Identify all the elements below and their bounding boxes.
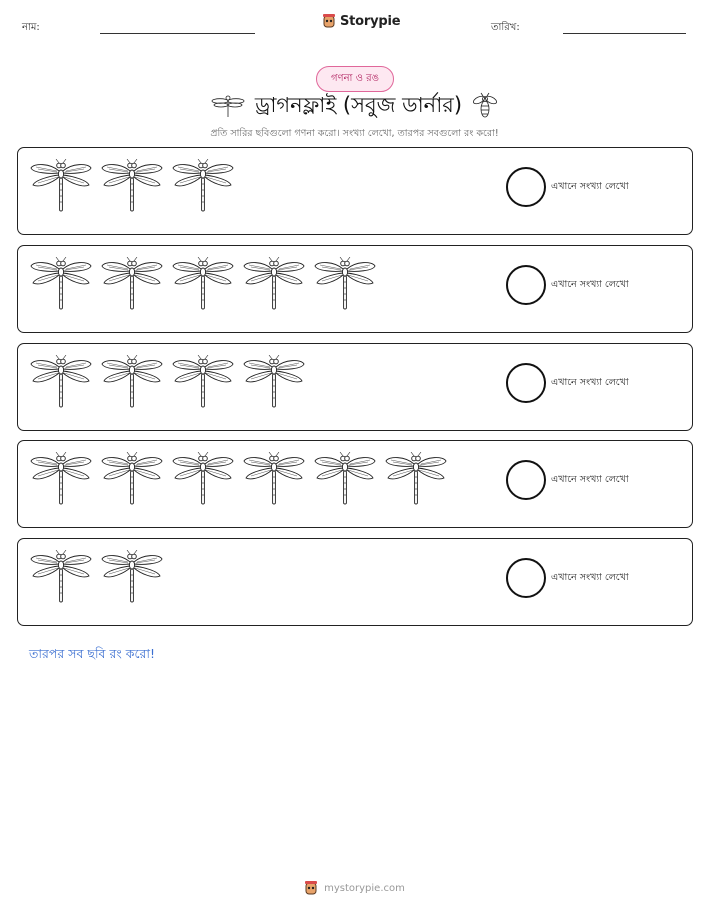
answer-label: এখানে সংখ্যা লেখো (551, 572, 629, 583)
answer-circle[interactable] (506, 265, 546, 305)
category-badge: গণনা ও রঙ (316, 66, 394, 92)
dragonfly-picture (30, 159, 92, 213)
footer-note: তারপর সব ছবি রং করো! (29, 646, 155, 661)
storypie-mascot-icon (304, 880, 318, 896)
bee-icon (472, 92, 498, 120)
count-row-3 (17, 343, 693, 431)
brand-logo (322, 13, 400, 29)
dragonfly-picture (172, 159, 234, 213)
answer-circle[interactable] (506, 167, 546, 207)
dragonfly-group (30, 550, 163, 604)
count-row-1 (17, 147, 693, 235)
dragonfly-picture (243, 452, 305, 506)
dragonfly-picture (101, 355, 163, 409)
footer-url: mystorypie.com (324, 882, 405, 894)
dragonfly-group (30, 159, 234, 213)
dragonfly-picture (314, 452, 376, 506)
count-row-5 (17, 538, 693, 626)
date-label: তারিখ: (491, 22, 520, 33)
answer-label: এখানে সংখ্যা লেখো (551, 181, 629, 192)
dragonfly-icon (211, 94, 245, 118)
dragonfly-picture (385, 452, 447, 506)
dragonfly-group (30, 257, 376, 311)
dragonfly-group (30, 452, 447, 506)
answer-label: এখানে সংখ্যা লেখো (551, 474, 629, 485)
dragonfly-group (30, 355, 305, 409)
date-line (563, 33, 686, 34)
name-label: নাম: (22, 22, 40, 33)
dragonfly-picture (30, 452, 92, 506)
answer-label: এখানে সংখ্যা লেখো (551, 279, 629, 290)
dragonfly-picture (101, 550, 163, 604)
dragonfly-picture (172, 355, 234, 409)
dragonfly-picture (30, 550, 92, 604)
name-line (100, 33, 255, 34)
title-row (0, 90, 709, 122)
dragonfly-picture (30, 257, 92, 311)
dragonfly-picture (30, 355, 92, 409)
answer-label: এখানে সংখ্যা লেখো (551, 377, 629, 388)
dragonfly-picture (101, 452, 163, 506)
answer-circle[interactable] (506, 460, 546, 500)
page-title: ড্রাগনফ্লাই (সবুজ ডার্নার) (254, 92, 463, 117)
dragonfly-picture (243, 355, 305, 409)
dragonfly-picture (101, 159, 163, 213)
footer-brand (0, 880, 709, 896)
count-row-4 (17, 440, 693, 528)
brand-name: Storypie (340, 13, 401, 29)
dragonfly-picture (172, 452, 234, 506)
dragonfly-picture (172, 257, 234, 311)
dragonfly-picture (243, 257, 305, 311)
dragonfly-picture (101, 257, 163, 311)
count-row-2 (17, 245, 693, 333)
storypie-mascot-icon (322, 13, 336, 29)
instructions: প্রতি সারির ছবিগুলো গণনা করো। সংখ্যা লেখো, তারপর সবগুলো রং করো! (210, 128, 499, 139)
answer-circle[interactable] (506, 558, 546, 598)
answer-circle[interactable] (506, 363, 546, 403)
dragonfly-picture (314, 257, 376, 311)
